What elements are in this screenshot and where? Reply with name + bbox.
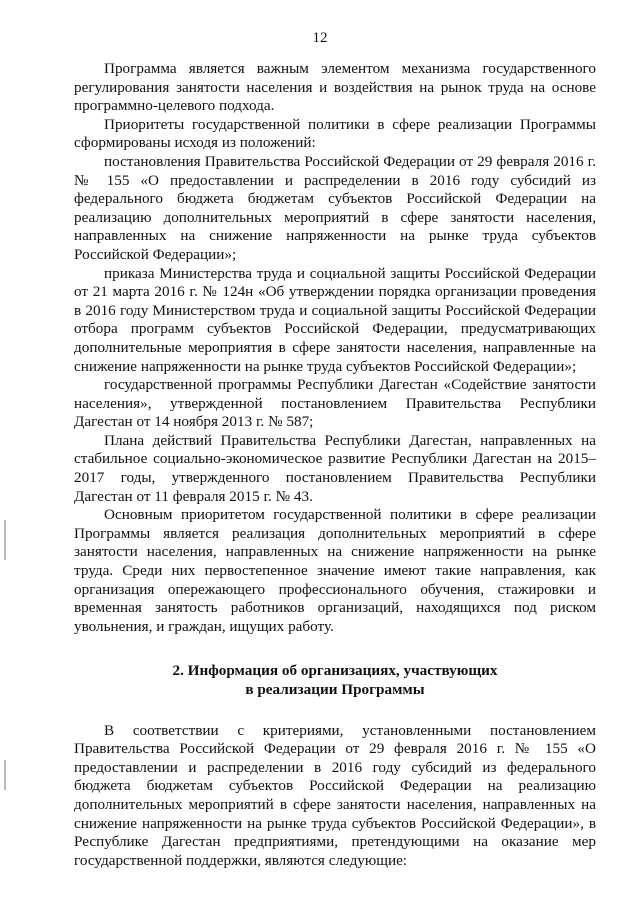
section-2-heading	[74, 662, 596, 699]
document-body	[74, 60, 596, 870]
section-2-heading-line-1: 2. Информация об организациях, участвующих	[172, 662, 498, 680]
section-2-heading-line-2: в реализации Программы	[245, 681, 425, 698]
page-number: 12	[312, 30, 328, 46]
scan-edge-mark	[4, 760, 6, 790]
paragraph-state-program: государственной программы Республики Дагестан «Содействие занятости населения», утвержденной постановлением Правительства Республики Дагестан от 14 ноября 2013 г. № 587;	[74, 376, 596, 431]
scan-edge-mark	[4, 520, 6, 560]
paragraph-main-priority: Основным приоритетом государственной политики в сфере реализации Программы является реализация дополнительных мероприятий в сфере занятости населения, направленных на снижение напряженности на рынке труда. Среди них первостепенное значение имеют такие направления, как организация опережающего профессионального обучения, стажировки и временная занятость работников организаций, находящихся под риском увольнения, и граждан, ищущих работу.	[74, 506, 596, 635]
paragraph-decree-155: постановления Правительства Российской Федерации от 29 февраля 2016 г. № 155 «О предоставлении и распределении в 2016 году субсидий из федерального бюджета бюджетам субъектов Российской Федерации на реализацию дополнительных мероприятий в сфере занятости населения, направленных на снижение напряженности на рынке труда субъектов Российской Федерации»;	[74, 152, 596, 263]
paragraph-section-2-criteria: В соответствии с критериями, установленными постановлением Правительства Российской Федерации от 29 февраля 2016 г. № 155 «О предоставлении и распределении в 2016 году субсидий из федерального бюджета бюджетам субъектов Российской Федерации на реализацию дополнительных мероприятий в сфере занятости населения, направленных на снижение напряженности на рынке труда субъектов Российской Федерации», в Республике Дагестан предприятиями, претендующими на оказание мер государственной поддержки, являются следующие:	[74, 721, 596, 869]
paragraph-action-plan: Плана действий Правительства Республики Дагестан, направленных на стабильное социально-экономическое развитие Республики Дагестан на 2015–2017 годы, утвержденного постановлением Правительства Республики Дагестан от 11 февраля 2015 г. № 43.	[74, 431, 596, 505]
paragraph-program-role: Программа является важным элементом механизма государственного регулирования занятости населения и воздействия на рынок труда на основе программно-целевого подхода.	[74, 60, 596, 115]
paragraph-priorities-intro: Приоритеты государственной политики в сфере реализации Программы сформированы исходя из положений:	[74, 115, 596, 152]
paragraph-order-124n: приказа Министерства труда и социальной защиты Российской Федерации от 21 марта 2016 г. № 124н «Об утверждении порядка организации проведения в 2016 году Министерством труда и социальной защиты Российской Федерации отбора программ субъектов Российской Федерации, предусматривающих дополнительные мероприятия в сфере занятости населения, направленные на снижение напряженности на рынке труда субъектов Российской Федерации»;	[74, 264, 596, 375]
